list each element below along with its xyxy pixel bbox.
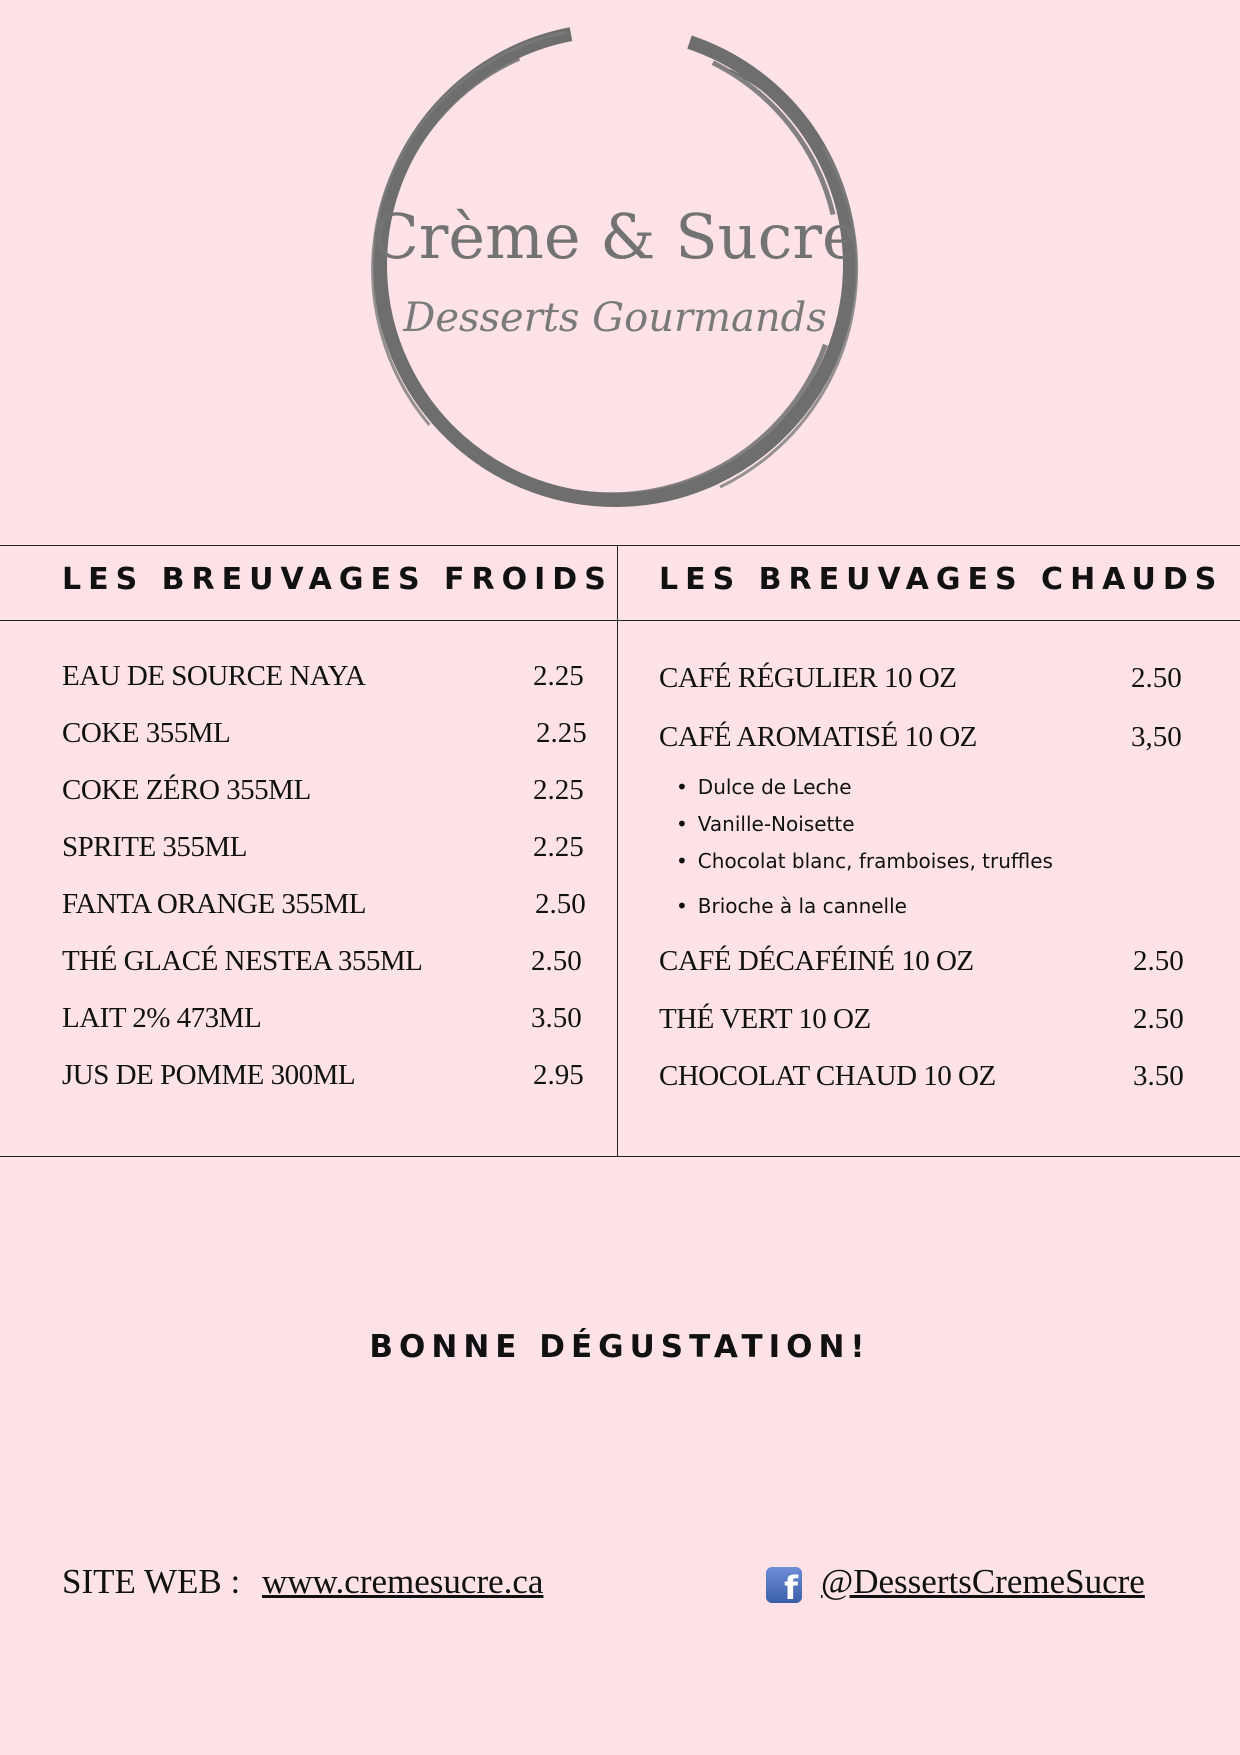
cold-item-name: THÉ GLACÉ NESTEA 355ML bbox=[62, 945, 423, 977]
flavor-item: • Chocolat blanc, framboises, truffles bbox=[676, 849, 1053, 873]
hot-item-price: 3,50 bbox=[1131, 721, 1182, 753]
cold-item-name: SPRITE 355ML bbox=[62, 831, 247, 863]
hot-item-price: 3.50 bbox=[1133, 1060, 1184, 1092]
hot-item-name: CAFÉ DÉCAFÉINÉ 10 OZ bbox=[659, 945, 974, 977]
hot-item-name: CAFÉ AROMATISÉ 10 OZ bbox=[659, 721, 977, 753]
column-divider bbox=[617, 545, 618, 1157]
table-top-border bbox=[0, 545, 1240, 546]
hot-drinks-heading: LES BREUVAGES CHAUDS bbox=[659, 562, 1224, 597]
logo bbox=[360, 10, 870, 520]
cold-item-price: 2.25 bbox=[533, 660, 584, 692]
flavor-item: • Vanille-Noisette bbox=[676, 812, 855, 836]
cold-item-name: COKE ZÉRO 355ML bbox=[62, 774, 311, 806]
cold-item-name: LAIT 2% 473ML bbox=[62, 1002, 262, 1034]
flavor-item: • Brioche à la cannelle bbox=[676, 894, 907, 918]
table-bottom-border bbox=[0, 1156, 1240, 1157]
cold-item-name: COKE 355ML bbox=[62, 717, 231, 749]
cold-item-price: 3.50 bbox=[531, 1002, 582, 1034]
cold-item-price: 2.25 bbox=[533, 831, 584, 863]
closing-message: BONNE DÉGUSTATION! bbox=[369, 1329, 871, 1365]
cold-item-price: 2.25 bbox=[536, 717, 587, 749]
hot-item-price: 2.50 bbox=[1133, 945, 1184, 977]
cold-item-price: 2.95 bbox=[533, 1059, 584, 1091]
cold-item-price: 2.50 bbox=[535, 888, 586, 920]
hot-item-name: CHOCOLAT CHAUD 10 OZ bbox=[659, 1060, 996, 1092]
cold-item-price: 2.50 bbox=[531, 945, 582, 977]
website-link[interactable]: www.cremesucre.ca bbox=[262, 1562, 544, 1601]
cold-item-name: FANTA ORANGE 355ML bbox=[62, 888, 366, 920]
site-label: SITE WEB : bbox=[62, 1562, 241, 1601]
flavor-item: • Dulce de Leche bbox=[676, 775, 852, 799]
facebook-icon[interactable]: f bbox=[766, 1567, 802, 1603]
hot-item-name: CAFÉ RÉGULIER 10 OZ bbox=[659, 662, 957, 694]
cold-item-name: JUS DE POMME 300ML bbox=[62, 1059, 356, 1091]
cold-item-price: 2.25 bbox=[533, 774, 584, 806]
hot-item-price: 2.50 bbox=[1131, 662, 1182, 694]
cold-item-name: EAU DE SOURCE NAYA bbox=[62, 660, 366, 692]
logo-subtitle: Desserts Gourmands bbox=[403, 295, 827, 341]
hot-item-name: THÉ VERT 10 OZ bbox=[659, 1003, 871, 1035]
hot-item-price: 2.50 bbox=[1133, 1003, 1184, 1035]
cold-drinks-heading: LES BREUVAGES FROIDS bbox=[62, 562, 613, 597]
facebook-handle-link[interactable]: @DessertsCremeSucre bbox=[821, 1562, 1145, 1601]
table-header-border bbox=[0, 620, 1240, 621]
logo-title: Crème & Sucre bbox=[371, 200, 859, 273]
